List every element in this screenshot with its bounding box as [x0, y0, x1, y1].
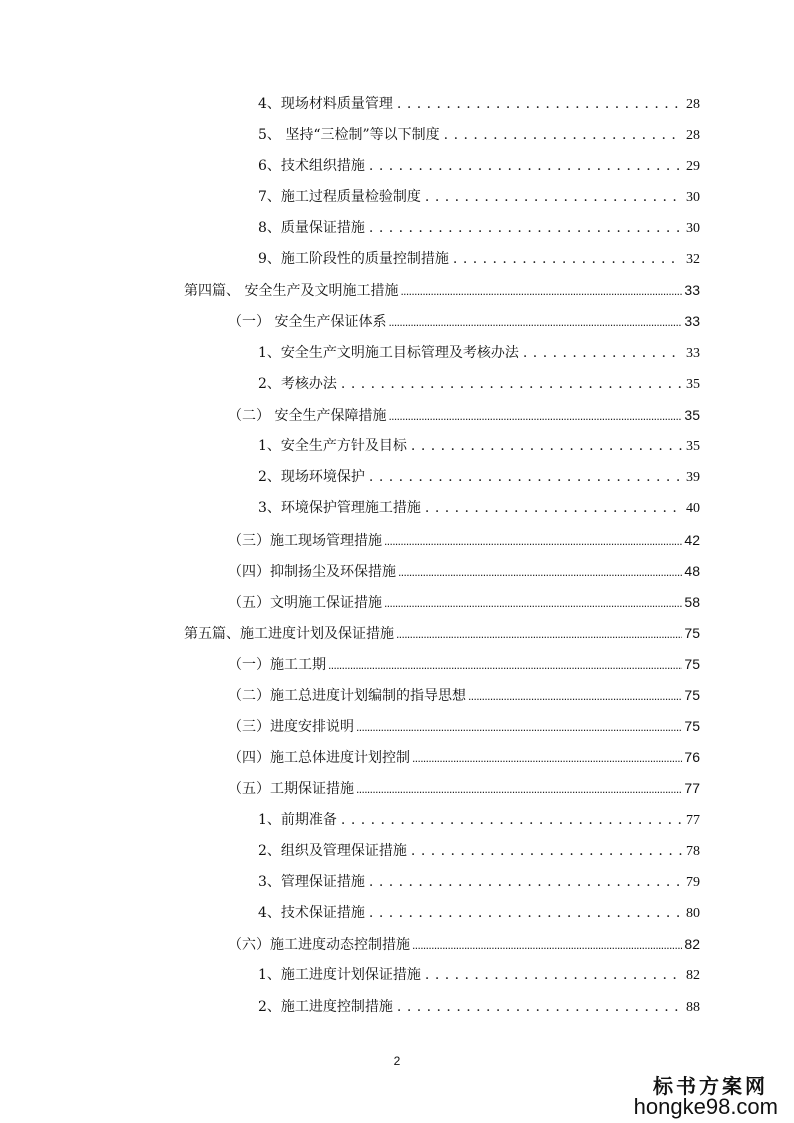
toc-entry[interactable]: [258, 343, 700, 364]
toc-entry-title: （三）施工现场管理措施: [228, 533, 382, 549]
toc-leader: [398, 562, 682, 582]
toc-entry-title: 3、环境保护管理施工措施: [258, 500, 421, 516]
toc-entry[interactable]: [258, 187, 700, 208]
toc-section[interactable]: [228, 311, 700, 332]
toc-entry[interactable]: [258, 156, 700, 177]
toc-entry-page: 78: [686, 844, 700, 859]
toc-leader: [388, 406, 682, 426]
toc-leader: [425, 187, 682, 207]
toc-entry-page: 82: [684, 936, 700, 952]
toc-entry-title: 3、管理保证措施: [258, 874, 365, 890]
toc-entry[interactable]: [258, 841, 700, 862]
toc-entry[interactable]: [258, 965, 700, 986]
toc-leader: [412, 748, 682, 768]
toc-entry-page: 30: [686, 221, 700, 236]
toc-entry[interactable]: [258, 810, 700, 831]
toc-part-heading[interactable]: [184, 623, 700, 644]
watermark-url: hongke98.com: [633, 1094, 778, 1119]
toc-leader: [369, 872, 682, 892]
toc-entry[interactable]: [258, 374, 700, 395]
toc-entry-page: 39: [686, 470, 700, 485]
toc-entry-title: （五）文明施工保证措施: [228, 595, 382, 611]
toc-entry-page: 29: [686, 159, 700, 174]
toc-entry-title: 9、施工阶段性的质量控制措施: [258, 251, 449, 267]
toc-section[interactable]: [228, 561, 700, 582]
toc-entry-title: （四）抑制扬尘及环保措施: [228, 564, 396, 580]
toc-entry-page: 77: [686, 813, 700, 828]
toc-entry-page: 77: [684, 780, 700, 796]
toc-entry-page: 30: [686, 190, 700, 205]
toc-entry-page: 33: [684, 282, 700, 298]
toc-entry-title: 1、前期准备: [258, 812, 337, 828]
toc-section[interactable]: [228, 778, 700, 799]
toc-entry-title: 7、施工过程质量检验制度: [258, 189, 421, 205]
toc-entry-page: 88: [686, 1000, 700, 1015]
toc-section[interactable]: [228, 685, 700, 706]
toc-leader: [341, 374, 682, 394]
toc-entry-page: 42: [684, 532, 700, 548]
toc-entry[interactable]: [258, 872, 700, 893]
toc-entry[interactable]: [258, 125, 700, 146]
toc-leader: [356, 779, 682, 799]
toc-entry-page: 40: [686, 501, 700, 516]
toc-leader: [341, 810, 682, 830]
toc-entry-page: 75: [684, 656, 700, 672]
toc-entry-title: 2、考核办法: [258, 376, 337, 392]
toc-entry[interactable]: [258, 94, 700, 115]
toc-leader: [384, 593, 682, 613]
watermark-site-name: 标书方案网: [653, 1074, 768, 1098]
toc-entry-page: 75: [684, 625, 700, 641]
toc-section[interactable]: [228, 405, 700, 426]
toc-leader: [425, 498, 682, 518]
toc-entry[interactable]: [258, 467, 700, 488]
toc-leader: [384, 531, 682, 551]
toc-leader: [523, 343, 682, 363]
toc-entry-title: 5、 坚持“三检制”等以下制度: [258, 127, 440, 143]
toc-entry-title: 2、现场环境保护: [258, 469, 365, 485]
toc-entry-title: 8、质量保证措施: [258, 220, 365, 236]
toc-entry-title: 2、组织及管理保证措施: [258, 843, 407, 859]
toc-leader: [388, 312, 682, 332]
toc-leader: [425, 965, 682, 985]
toc-entry-page: 28: [686, 128, 700, 143]
toc-leader: [397, 997, 682, 1017]
toc-entry-title: （五）工期保证措施: [228, 781, 354, 797]
toc-section[interactable]: [228, 530, 700, 551]
toc-part-heading[interactable]: [184, 280, 700, 301]
toc-leader: [411, 436, 682, 456]
toc-entry[interactable]: [258, 436, 700, 457]
toc-section[interactable]: [228, 747, 700, 768]
toc-entry-page: 33: [684, 313, 700, 329]
toc-leader: [411, 841, 682, 861]
toc-entry-page: 75: [684, 687, 700, 703]
toc-entry-title: （一） 安全生产保证体系: [228, 314, 387, 330]
toc-section[interactable]: [228, 654, 700, 675]
toc-entry-page: 58: [684, 594, 700, 610]
toc-entry-page: 75: [684, 718, 700, 734]
toc-leader: [356, 717, 682, 737]
toc-entry-title: （二）施工总进度计划编制的指导思想: [228, 688, 466, 704]
toc-leader: [369, 467, 682, 487]
toc-entry-title: （三）进度安排说明: [228, 719, 354, 735]
toc-entry-page: 79: [686, 875, 700, 890]
toc-entry-title: （四）施工总体进度计划控制: [228, 750, 410, 766]
toc-section[interactable]: [228, 592, 700, 613]
toc-entry-title: 4、现场材料质量管理: [258, 96, 393, 112]
toc-entry-page: 82: [686, 968, 700, 983]
toc-leader: [369, 156, 682, 176]
toc-entry-page: 33: [686, 346, 700, 361]
toc-entry-title: 1、安全生产方针及目标: [258, 438, 407, 454]
toc-entry[interactable]: [258, 249, 700, 270]
toc-entry-title: 2、施工进度控制措施: [258, 999, 393, 1015]
toc-entry-title: （六）施工进度动态控制措施: [228, 937, 410, 953]
page-number: 2: [393, 1054, 401, 1068]
toc-leader: [468, 686, 682, 706]
toc-section[interactable]: [228, 934, 700, 955]
toc-entry-page: 80: [686, 906, 700, 921]
toc-leader: [397, 94, 682, 114]
toc-entry-page: 35: [686, 377, 700, 392]
toc-entry-title: 第五篇、施工进度计划及保证措施: [184, 626, 394, 642]
toc-entry-page: 35: [684, 407, 700, 423]
toc-entry[interactable]: [258, 997, 700, 1018]
toc-entry-title: （一）施工工期: [228, 657, 326, 673]
toc-entry[interactable]: [258, 903, 700, 924]
toc-leader: [453, 249, 682, 269]
toc-entry-title: 1、施工进度计划保证措施: [258, 967, 421, 983]
toc-entry-page: 76: [684, 749, 700, 765]
toc-leader: [369, 218, 682, 238]
toc-section[interactable]: [228, 716, 700, 737]
toc-entry-title: 第四篇、 安全生产及文明施工措施: [184, 283, 399, 299]
toc-entry-title: 6、技术组织措施: [258, 158, 365, 174]
toc-leader: [412, 935, 682, 955]
toc-entry-title: 1、安全生产文明施工目标管理及考核办法: [258, 345, 519, 361]
toc-entry-title: （二） 安全生产保障措施: [228, 408, 387, 424]
toc-leader: [444, 125, 682, 145]
toc-entry-page: 35: [686, 439, 700, 454]
toc-leader: [400, 281, 682, 301]
toc-entry-page: 48: [684, 563, 700, 579]
toc-entry[interactable]: [258, 218, 700, 239]
toc-leader: [396, 624, 682, 644]
toc-leader: [369, 903, 682, 923]
toc-entry[interactable]: [258, 498, 700, 519]
toc-entry-title: 4、技术保证措施: [258, 905, 365, 921]
toc-leader: [328, 655, 682, 675]
toc-entry-page: 32: [686, 252, 700, 267]
toc-entry-page: 28: [686, 97, 700, 112]
